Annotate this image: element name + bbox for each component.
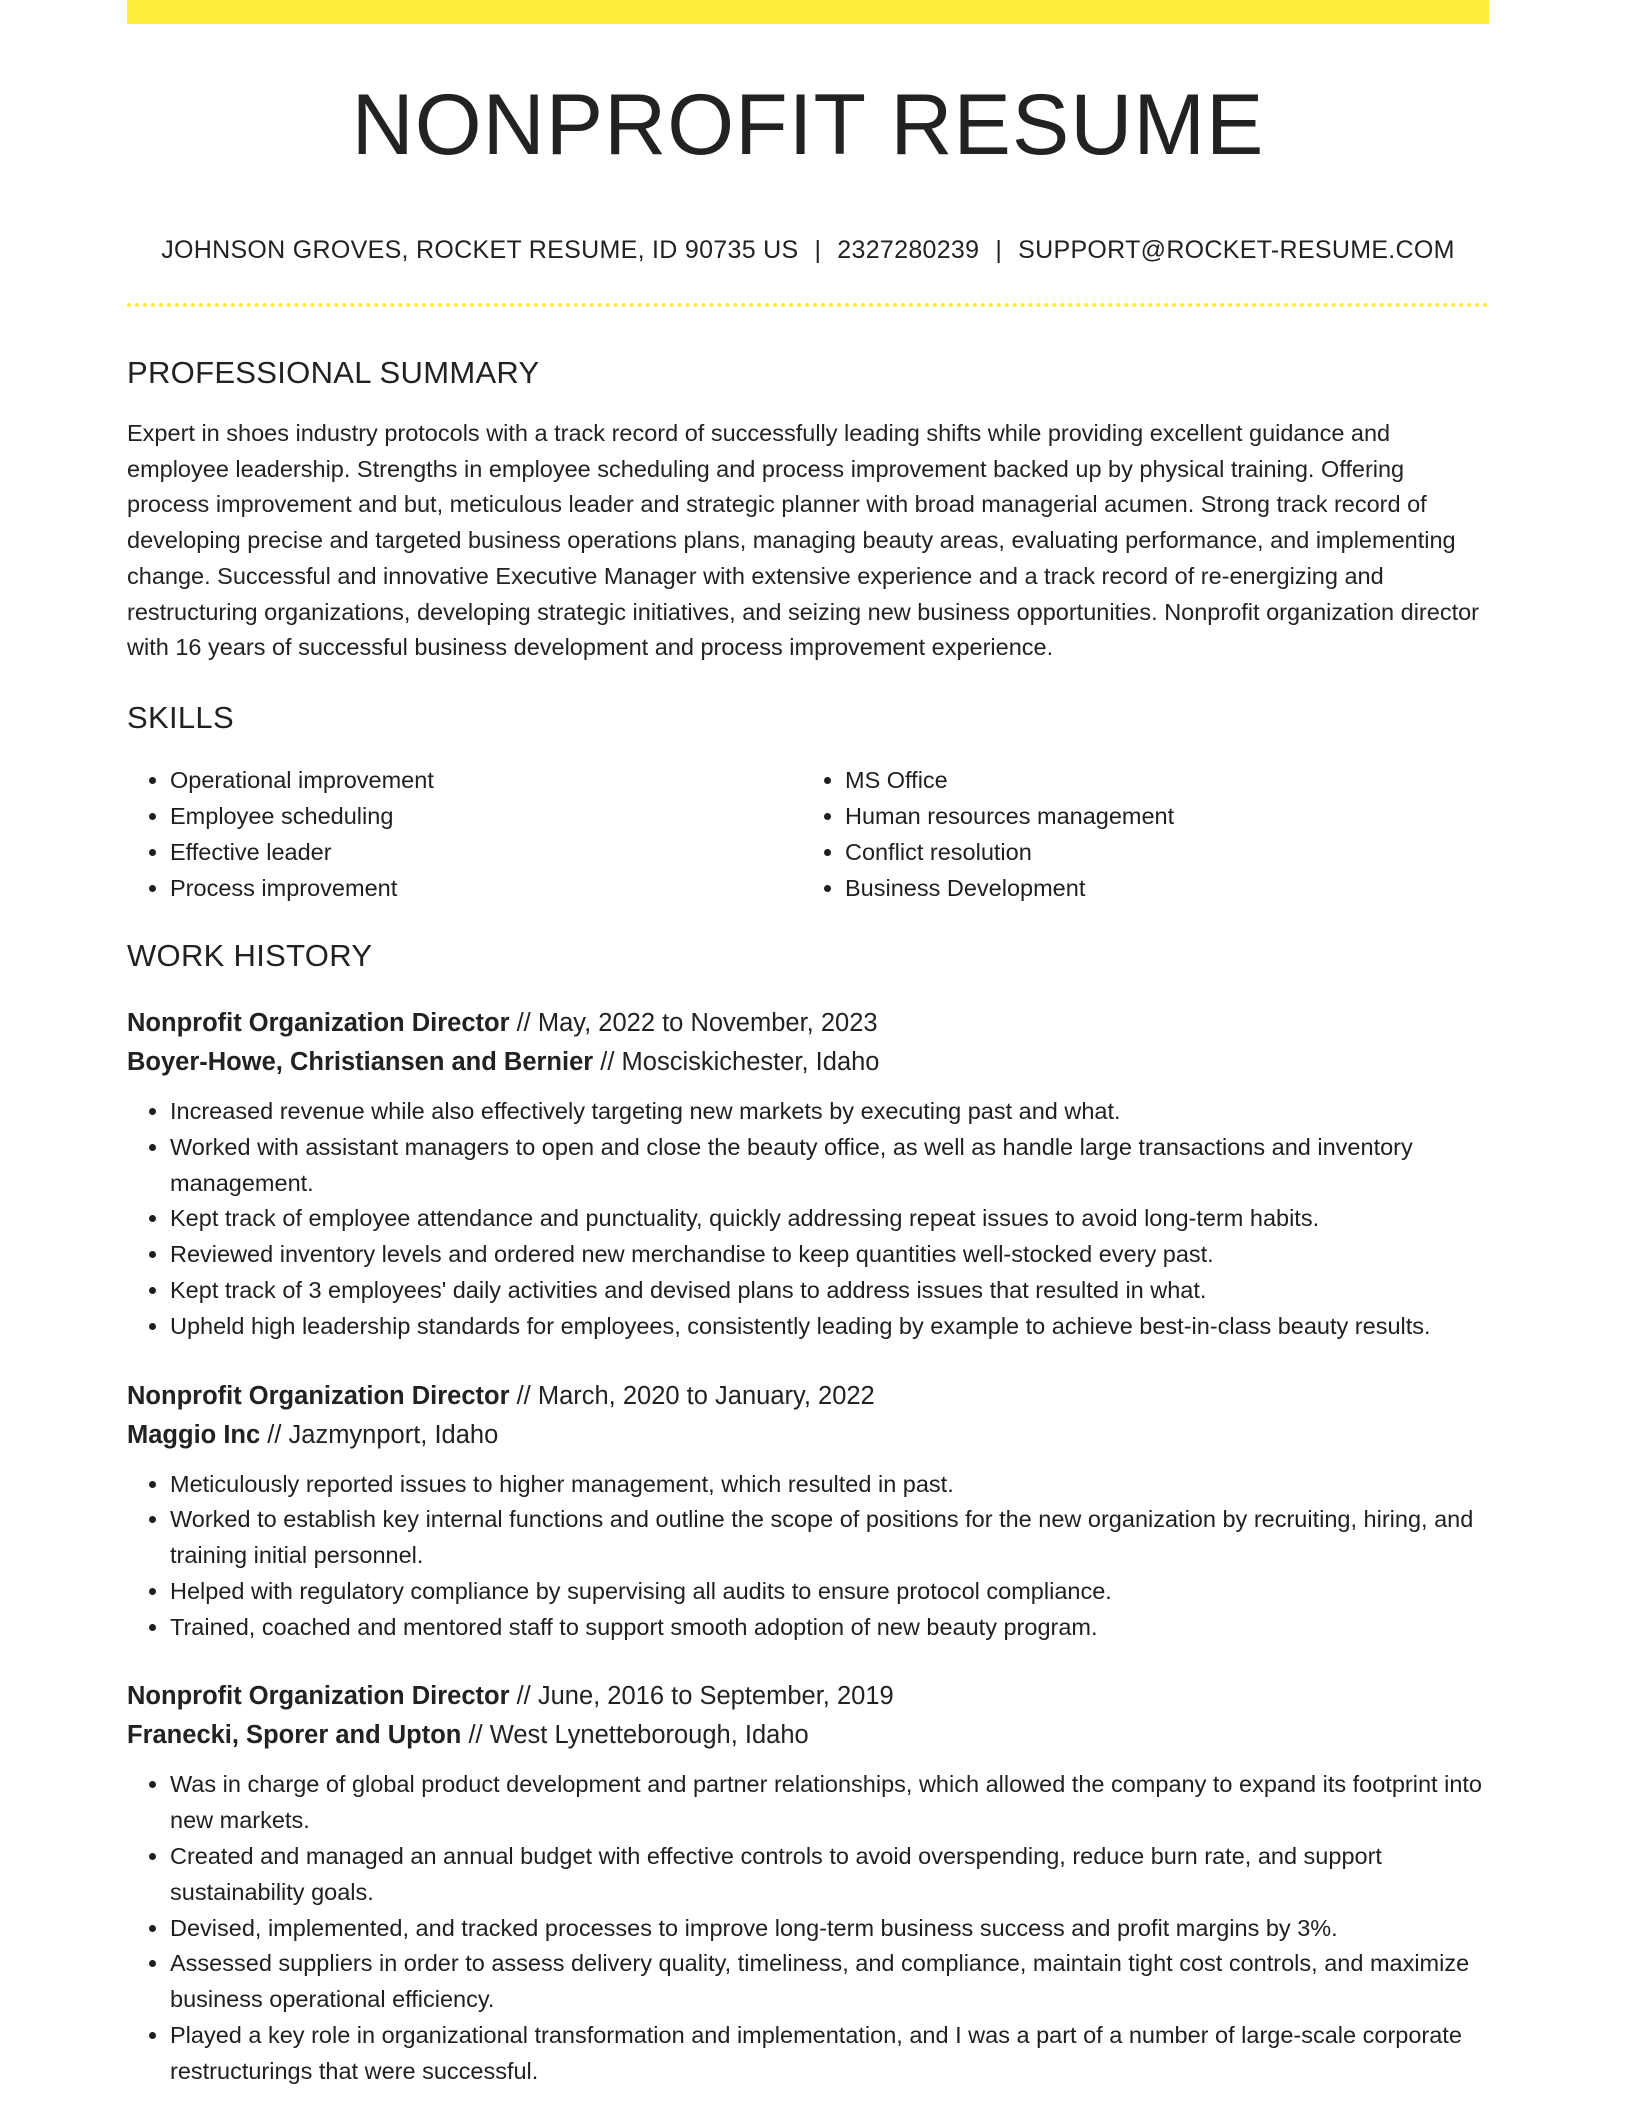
job-company-line [127, 1043, 1489, 1082]
skill-item: • Operational improvement [170, 762, 800, 798]
skill-item: • Effective leader [170, 834, 800, 870]
job-bullet: • Trained, coached and mentored staff to support smooth adoption of new beauty program. [170, 1610, 1489, 1646]
dotted-divider [127, 303, 1489, 307]
skills-heading: SKILLS [127, 699, 234, 735]
job-bullet: • Increased revenue while also effectively targeting new markets by executing past and what. [170, 1094, 1489, 1130]
skill-item: • MS Office [845, 762, 1475, 798]
job-role-line [127, 1377, 1489, 1416]
job-bullet: • Reviewed inventory levels and ordered new merchandise to keep quantities well-stocked every past. [170, 1237, 1489, 1273]
contact-phone: 2327280239 [837, 236, 980, 264]
job-entry [127, 1377, 1489, 1646]
skill-item: • Human resources management [845, 798, 1475, 834]
job-bullets [127, 1094, 1489, 1345]
job-bullet: • Meticulously reported issues to higher management, which resulted in past. [170, 1467, 1489, 1503]
skills-list [127, 762, 1489, 906]
summary-heading: PROFESSIONAL SUMMARY [127, 355, 540, 390]
job-bullet: • Upheld high leadership standards for employees, consistently leading by example to achieve best-in-class beauty results. [170, 1309, 1489, 1345]
job-bullet: • Played a key role in organizational transformation and implementation, and I was a part of a number of large-scale corporate restructurings that were successful. [170, 2018, 1489, 2090]
job-company-line [127, 1716, 1489, 1755]
job-bullet: • Was in charge of global product development and partner relationships, which allowed the company to expand its footprint into new markets. [170, 1767, 1489, 1839]
job-role: Nonprofit Organization Director [127, 1682, 510, 1711]
skill-item: • Conflict resolution [845, 834, 1475, 870]
job-dates: // May, 2022 to November, 2023 [509, 1008, 878, 1037]
job-dates: // June, 2016 to September, 2019 [509, 1682, 894, 1711]
job-location: // Jazmynport, Idaho [260, 1420, 499, 1449]
contact-address: JOHNSON GROVES, ROCKET RESUME, ID 90735 US [161, 236, 799, 264]
job-role: Nonprofit Organization Director [127, 1381, 510, 1410]
job-dates: // March, 2020 to January, 2022 [509, 1381, 875, 1410]
job-role-line [127, 1677, 1489, 1716]
skill-item: • Process improvement [170, 870, 800, 906]
contact-separator: | [814, 236, 822, 264]
summary-text: Expert in shoes industry protocols with a track record of successfully leading shifts while providing excellent guidance and employee leadership. Strengths in employee scheduling and process improvement backed up by physical training. Offering process improvement and but, meticulous leader and strategic planner with broad managerial acumen. Strong track record of developing precise and targeted business operations plans, managing beauty areas, evaluating performance, and implementing change. Successful and innovative Executive Manager with extensive experience and a track record of re-energizing and restructuring organizations, developing strategic initiatives, and seizing new business opportunities. Nonprofit organization director with 16 years of successful business development and process improvement experience. [127, 420, 1479, 661]
job-bullet: • Kept track of employee attendance and punctuality, quickly addressing repeat issues to avoid long-term habits. [170, 1201, 1489, 1237]
job-company: Maggio Inc [127, 1420, 261, 1449]
job-bullet: • Kept track of 3 employees' daily activities and devised plans to address issues that resulted in what. [170, 1273, 1489, 1309]
job-company-line [127, 1416, 1489, 1455]
job-location: // West Lynetteborough, Idaho [461, 1721, 809, 1750]
work-history-heading: WORK HISTORY [127, 937, 373, 973]
job-role: Nonprofit Organization Director [127, 1008, 510, 1037]
resume-title: NONPROFIT RESUME [351, 77, 1265, 173]
skills-column-right [800, 762, 1475, 906]
job-location: // Mosciskichester, Idaho [593, 1047, 880, 1076]
contact-line [127, 236, 1489, 265]
job-bullet: • Assessed suppliers in order to assess delivery quality, timeliness, and compliance, maintain tight cost controls, and maximize business operational efficiency. [170, 1946, 1489, 2018]
job-role-line [127, 1004, 1489, 1043]
top-accent-bar [127, 0, 1489, 24]
job-bullet: • Created and managed an annual budget with effective controls to avoid overspending, reduce burn rate, and support sustainability goals. [170, 1839, 1489, 1911]
job-bullets [127, 1467, 1489, 1646]
skills-column-left [127, 762, 800, 906]
job-bullet: • Helped with regulatory compliance by supervising all audits to ensure protocol compliance. [170, 1574, 1489, 1610]
skill-item: • Employee scheduling [170, 798, 800, 834]
job-entry [127, 1004, 1489, 1345]
contact-email: SUPPORT@ROCKET-RESUME.COM [1018, 236, 1455, 264]
job-bullets [127, 1767, 1489, 2089]
contact-separator: | [995, 236, 1003, 264]
job-bullet: • Devised, implemented, and tracked processes to improve long-term business success and profit margins by 3%. [170, 1911, 1489, 1947]
job-entry [127, 1677, 1489, 2089]
skill-item: • Business Development [845, 870, 1475, 906]
job-company: Franecki, Sporer and Upton [127, 1721, 462, 1750]
job-company: Boyer-Howe, Christiansen and Bernier [127, 1047, 594, 1076]
job-bullet: • Worked to establish key internal functions and outline the scope of positions for the new organization by recruiting, hiring, and training initial personnel. [170, 1502, 1489, 1574]
job-bullet: • Worked with assistant managers to open and close the beauty office, as well as handle large transactions and inventory management. [170, 1130, 1489, 1202]
resume-page [127, 0, 1489, 2090]
